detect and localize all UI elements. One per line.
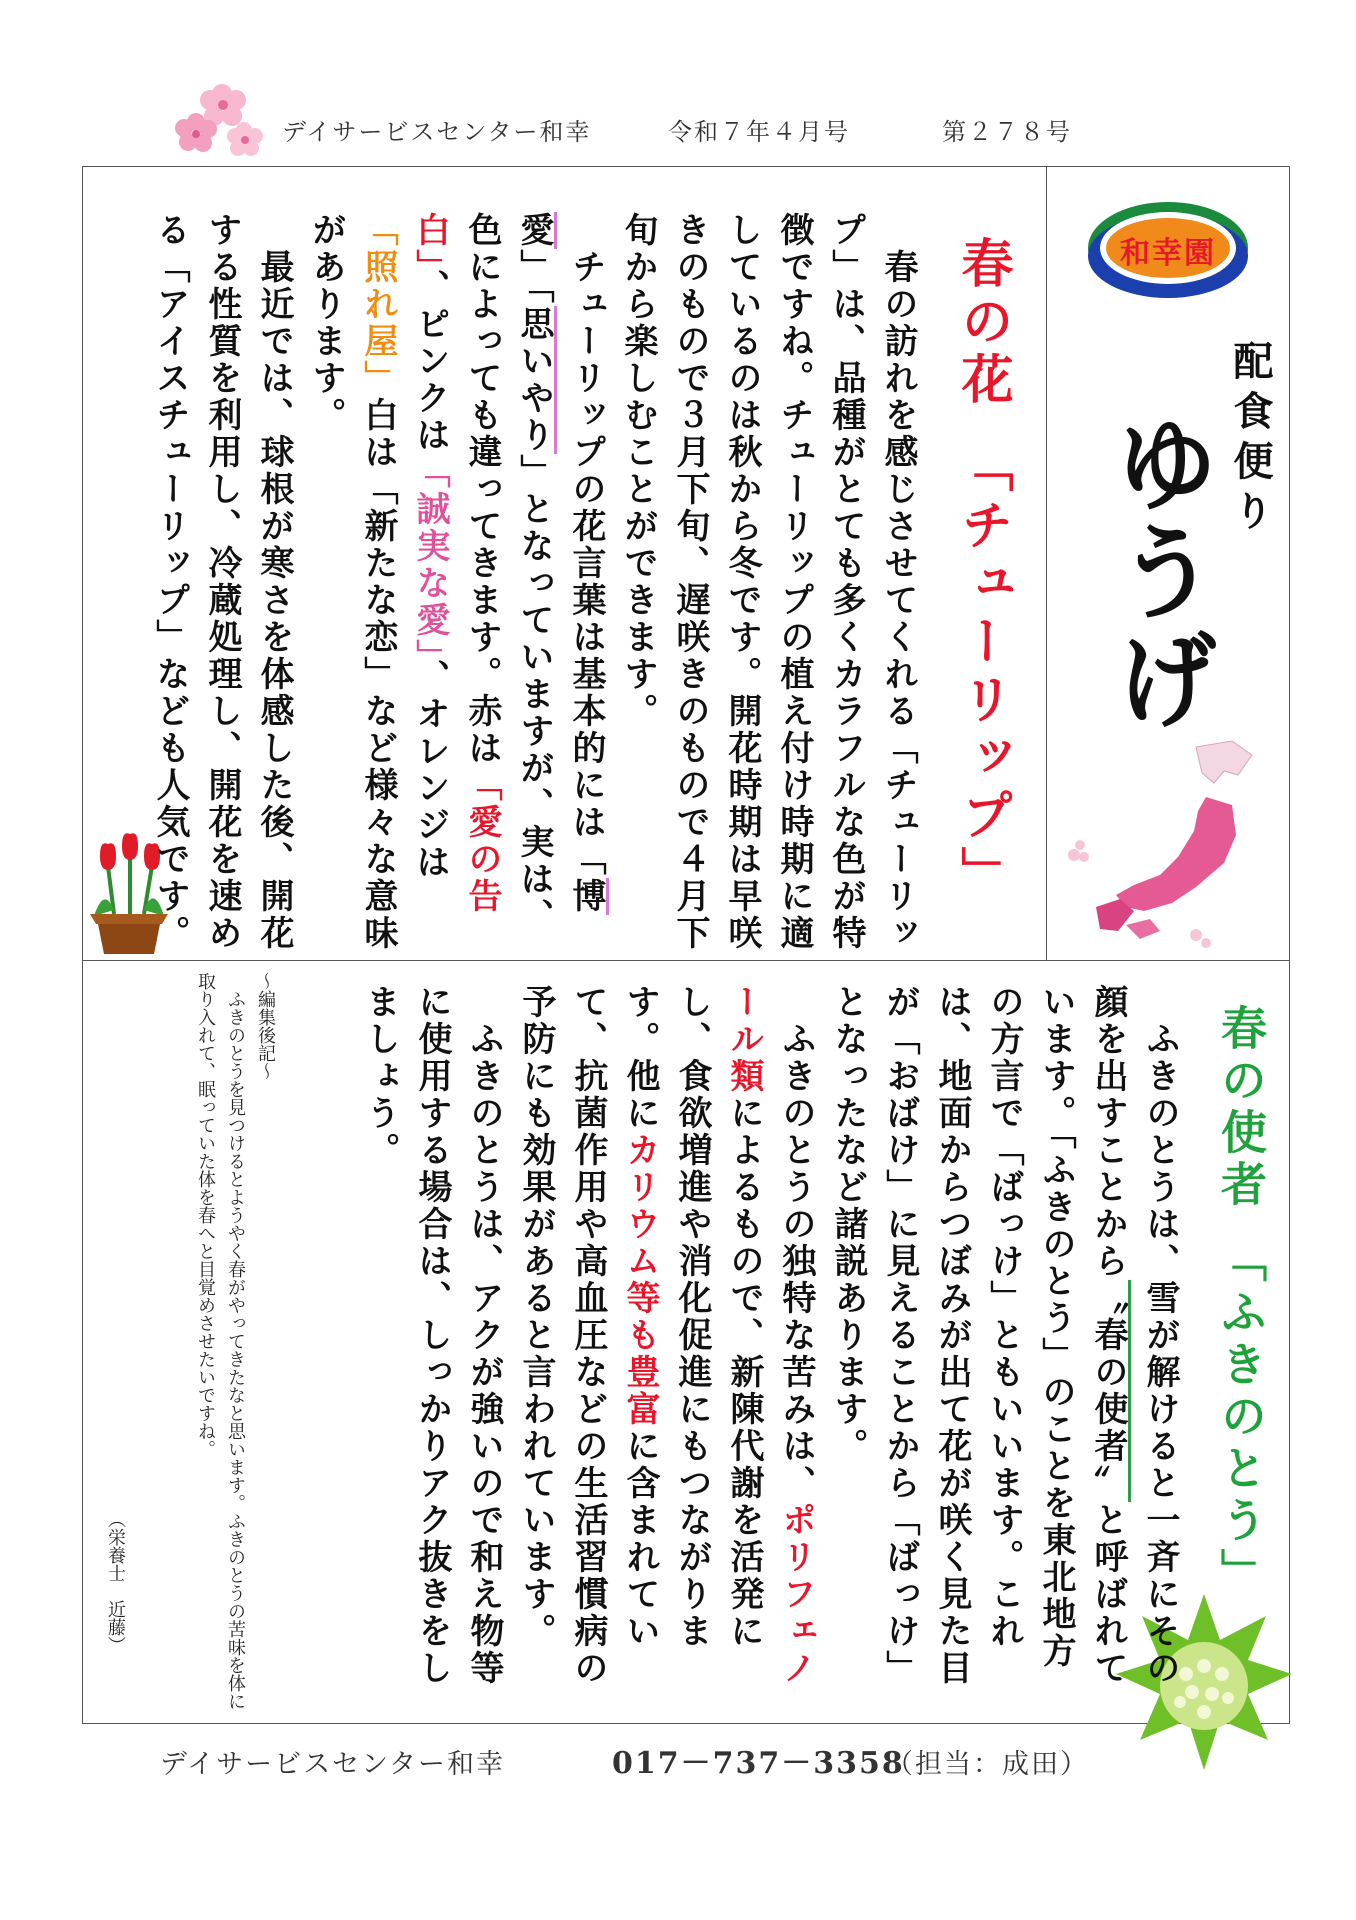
text-span: に含まれていて、抗菌作用や高血圧などの生活習慣病の予防にも効果があると言われています。 bbox=[516, 984, 660, 1687]
article-tulip-title-main: 「チューリップ」 bbox=[952, 440, 1012, 904]
highlight-polyphenol: ポリフェノール類 bbox=[724, 984, 816, 1687]
footer-phone: 017－737－3358 bbox=[612, 1746, 905, 1781]
article-fukinotou-title-prefix: 春の使者 bbox=[1214, 1004, 1268, 1212]
article-tulip-paragraph-3: 最近では、球根が寒さを体感した後、開花する性質を利用し、冷蔵処理し、開花を速める「アイスチューリップ」なども人気です。 bbox=[150, 212, 294, 952]
header-org: デイサービスセンター和幸 bbox=[282, 118, 592, 146]
text-span: ふきのとうは、雪が解けると一斉にその顔を出すことから bbox=[1088, 984, 1180, 1687]
newsletter-label: 配食便り bbox=[1227, 340, 1273, 540]
highlight-spring-messenger: 〝春の使者〟 bbox=[1088, 1280, 1131, 1502]
article-tulip-body bbox=[150, 212, 924, 952]
text-span: チューリップの花言葉は基本的には「 bbox=[566, 212, 606, 878]
logo-text: 和幸園 bbox=[1120, 236, 1216, 271]
sakura-blossom-icon bbox=[170, 72, 270, 162]
text-span: によるもので、新陳代謝を活発にし、食欲増進や消化促進にもつながります。他に bbox=[620, 984, 764, 1650]
article-tulip-paragraph-2 bbox=[300, 212, 612, 952]
text-span: 」となっていますが、実は、色によっても違ってきます。赤は bbox=[462, 212, 554, 935]
highlight-red-meaning: 「愛の告白」 bbox=[410, 212, 502, 915]
text-span: と呼ばれています。「ふきのとう」のことを東北地方の方言で「ばっけ」ともいいます。これは、地面からつぼみが出て花が咲く見た目が「おばけ」に見えることから「ばっけ」となったなど諸説あります。 bbox=[828, 984, 1128, 1687]
footer-contact: （担当：成田） bbox=[886, 1749, 1089, 1780]
highlight-potassium: カリウム等も豊富 bbox=[620, 1132, 660, 1428]
highlight-hakuai: 博愛 bbox=[514, 212, 609, 915]
article-tulip-title-prefix: 春の花 bbox=[952, 236, 1012, 410]
highlight-pink-meaning: 「誠実な愛」 bbox=[410, 454, 450, 659]
article-fukinotou-title bbox=[1208, 1004, 1274, 1624]
newsletter-name: ゆうげ bbox=[1097, 410, 1219, 734]
article-tulip-paragraph-1: 春の訪れを感じさせてくれる「チューリップ」は、品種がとても多くカラフルな色が特徴ですね。チューリップの植え付け時期に適しているのは秋から冬です。開花時期は早咲きのもので３月下旬、遅咲きのもので４月下旬から楽しむことができます。 bbox=[618, 212, 918, 952]
article-fukinotou-title-main: 「ふきのとう」 bbox=[1214, 1236, 1268, 1600]
article-fukinotou-body bbox=[336, 984, 1186, 1696]
article-tulip-title bbox=[945, 236, 1020, 936]
editor-notes bbox=[130, 972, 280, 1712]
text-span: 」「 bbox=[514, 249, 554, 306]
header-issue: 第２７８号 bbox=[942, 118, 1072, 146]
highlight-omoiyari: 思いやり bbox=[514, 306, 557, 454]
editor-notes-signature: （栄養士 近藤） bbox=[105, 1510, 126, 1654]
logo bbox=[1082, 196, 1254, 300]
horizontal-divider bbox=[82, 960, 1290, 961]
article-fukinotou-paragraph-2 bbox=[510, 984, 822, 1696]
text-span: 、ピンクは bbox=[410, 269, 450, 454]
header-date: 令和７年４月号 bbox=[668, 118, 850, 146]
editor-notes-body: ふきのとうを見つけるとようやく春がやってきたなと思います。ふきのとうの苦味を体に取り入れて、眠っていた体を春へと目覚めさせたいですね。 bbox=[195, 972, 246, 1710]
editor-notes-heading: ～編集後記～ bbox=[255, 972, 276, 1080]
japan-map-icon bbox=[1056, 735, 1286, 957]
text-span: 、オレンジは bbox=[410, 659, 450, 881]
highlight-orange-meaning: 「照れ屋」 bbox=[358, 212, 398, 397]
article-fukinotou-paragraph-3: ふきのとうは、アクが強いので和え物等に使用する場合は、しっかりアク抜きをしましょう。 bbox=[360, 984, 504, 1687]
article-fukinotou-paragraph-1 bbox=[822, 984, 1186, 1696]
footer-org: デイサービスセンター和幸 bbox=[160, 1749, 506, 1780]
text-span: ふきのとうの独特な苦みは、 bbox=[776, 984, 816, 1502]
vertical-divider bbox=[1046, 166, 1047, 961]
text-span: 白は「新たな恋」など様々な意味があります。 bbox=[306, 212, 398, 952]
